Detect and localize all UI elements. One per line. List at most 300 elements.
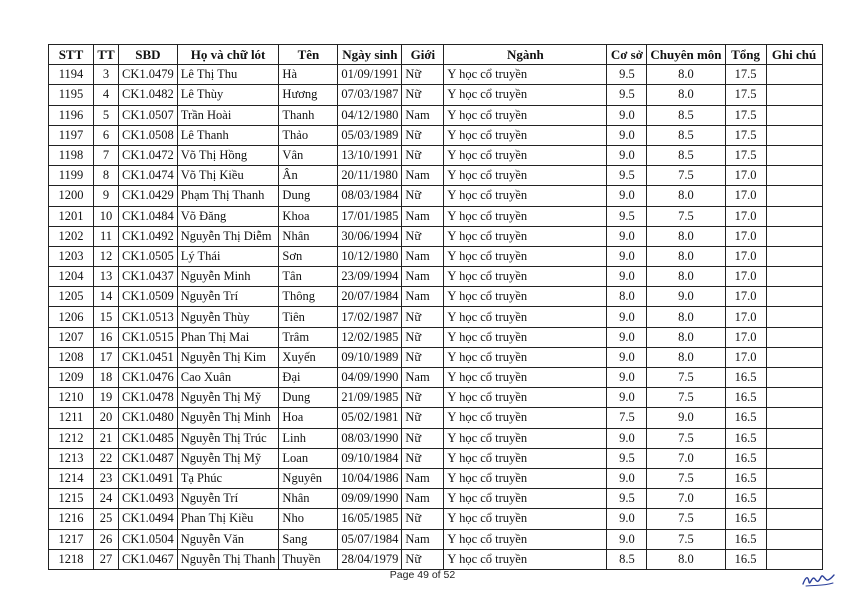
cell-tong: 16.5 bbox=[725, 408, 766, 428]
cell-gioi: Nữ bbox=[402, 65, 444, 85]
cell-co-so: 9.0 bbox=[607, 267, 647, 287]
cell-nganh: Y học cổ truyền bbox=[444, 549, 607, 569]
cell-ngay-sinh: 04/09/1990 bbox=[338, 368, 402, 388]
cell-nganh: Y học cổ truyền bbox=[444, 246, 607, 266]
cell-sbd: CK1.0474 bbox=[119, 166, 178, 186]
header-ho-chu-lot: Họ và chữ lót bbox=[177, 45, 279, 65]
cell-nganh: Y học cổ truyền bbox=[444, 125, 607, 145]
cell-ghi-chu bbox=[766, 145, 822, 165]
cell-ho-chu-lot: Phan Thị Mai bbox=[177, 327, 279, 347]
cell-ten: Ân bbox=[279, 166, 338, 186]
cell-ten: Nho bbox=[279, 509, 338, 529]
cell-ghi-chu bbox=[766, 65, 822, 85]
cell-ho-chu-lot: Lê Thanh bbox=[177, 125, 279, 145]
cell-ho-chu-lot: Phạm Thị Thanh bbox=[177, 186, 279, 206]
cell-stt: 1196 bbox=[49, 105, 94, 125]
cell-chuyen-mon: 7.5 bbox=[647, 368, 725, 388]
cell-sbd: CK1.0504 bbox=[119, 529, 178, 549]
cell-nganh: Y học cổ truyền bbox=[444, 105, 607, 125]
cell-stt: 1208 bbox=[49, 347, 94, 367]
cell-chuyen-mon: 7.5 bbox=[647, 388, 725, 408]
cell-tong: 16.5 bbox=[725, 509, 766, 529]
cell-ngay-sinh: 08/03/1984 bbox=[338, 186, 402, 206]
cell-sbd: CK1.0429 bbox=[119, 186, 178, 206]
cell-ghi-chu bbox=[766, 105, 822, 125]
cell-ghi-chu bbox=[766, 368, 822, 388]
cell-chuyen-mon: 8.0 bbox=[647, 85, 725, 105]
cell-co-so: 9.5 bbox=[607, 166, 647, 186]
cell-stt: 1198 bbox=[49, 145, 94, 165]
cell-tong: 16.5 bbox=[725, 549, 766, 569]
cell-gioi: Nam bbox=[402, 489, 444, 509]
cell-tt: 26 bbox=[94, 529, 119, 549]
cell-co-so: 9.0 bbox=[607, 145, 647, 165]
cell-nganh: Y học cổ truyền bbox=[444, 287, 607, 307]
cell-chuyen-mon: 9.0 bbox=[647, 408, 725, 428]
header-stt: STT bbox=[49, 45, 94, 65]
cell-sbd: CK1.0493 bbox=[119, 489, 178, 509]
cell-chuyen-mon: 9.0 bbox=[647, 287, 725, 307]
cell-tong: 16.5 bbox=[725, 468, 766, 488]
cell-co-so: 8.5 bbox=[607, 549, 647, 569]
cell-chuyen-mon: 8.0 bbox=[647, 347, 725, 367]
cell-sbd: CK1.0509 bbox=[119, 287, 178, 307]
table-row bbox=[49, 509, 823, 529]
cell-gioi: Nữ bbox=[402, 408, 444, 428]
cell-ghi-chu bbox=[766, 125, 822, 145]
cell-ten: Linh bbox=[279, 428, 338, 448]
cell-ho-chu-lot: Nguyễn Thị Trúc bbox=[177, 428, 279, 448]
cell-ngay-sinh: 09/09/1990 bbox=[338, 489, 402, 509]
cell-tt: 17 bbox=[94, 347, 119, 367]
cell-tt: 8 bbox=[94, 166, 119, 186]
cell-ho-chu-lot: Nguyễn Thị Mỹ bbox=[177, 448, 279, 468]
cell-chuyen-mon: 8.5 bbox=[647, 145, 725, 165]
table-row bbox=[49, 549, 823, 569]
cell-co-so: 9.5 bbox=[607, 489, 647, 509]
cell-stt: 1203 bbox=[49, 246, 94, 266]
cell-co-so: 9.0 bbox=[607, 226, 647, 246]
cell-nganh: Y học cổ truyền bbox=[444, 509, 607, 529]
cell-sbd: CK1.0507 bbox=[119, 105, 178, 125]
table-row bbox=[49, 287, 823, 307]
cell-chuyen-mon: 8.0 bbox=[647, 186, 725, 206]
cell-ho-chu-lot: Nguyễn Văn bbox=[177, 529, 279, 549]
table-body bbox=[49, 65, 823, 570]
cell-ten: Vân bbox=[279, 145, 338, 165]
cell-sbd: CK1.0508 bbox=[119, 125, 178, 145]
header-row bbox=[49, 45, 823, 65]
cell-ten: Đại bbox=[279, 368, 338, 388]
cell-ghi-chu bbox=[766, 468, 822, 488]
cell-nganh: Y học cổ truyền bbox=[444, 327, 607, 347]
cell-stt: 1194 bbox=[49, 65, 94, 85]
cell-nganh: Y học cổ truyền bbox=[444, 408, 607, 428]
cell-gioi: Nam bbox=[402, 529, 444, 549]
cell-tt: 27 bbox=[94, 549, 119, 569]
cell-ho-chu-lot: Phan Thị Kiều bbox=[177, 509, 279, 529]
cell-ghi-chu bbox=[766, 166, 822, 186]
cell-tt: 10 bbox=[94, 206, 119, 226]
table-row bbox=[49, 448, 823, 468]
cell-ngay-sinh: 08/03/1990 bbox=[338, 428, 402, 448]
cell-tong: 17.0 bbox=[725, 267, 766, 287]
cell-ngay-sinh: 20/07/1984 bbox=[338, 287, 402, 307]
cell-gioi: Nam bbox=[402, 468, 444, 488]
cell-nganh: Y học cổ truyền bbox=[444, 145, 607, 165]
cell-gioi: Nữ bbox=[402, 509, 444, 529]
cell-nganh: Y học cổ truyền bbox=[444, 468, 607, 488]
cell-nganh: Y học cổ truyền bbox=[444, 489, 607, 509]
cell-tt: 18 bbox=[94, 368, 119, 388]
cell-stt: 1202 bbox=[49, 226, 94, 246]
cell-ho-chu-lot: Nguyễn Minh bbox=[177, 267, 279, 287]
cell-tong: 16.5 bbox=[725, 489, 766, 509]
cell-ho-chu-lot: Nguyễn Trí bbox=[177, 489, 279, 509]
cell-stt: 1212 bbox=[49, 428, 94, 448]
cell-ten: Sang bbox=[279, 529, 338, 549]
cell-chuyen-mon: 8.5 bbox=[647, 125, 725, 145]
cell-tt: 11 bbox=[94, 226, 119, 246]
cell-sbd: CK1.0513 bbox=[119, 307, 178, 327]
cell-tong: 17.0 bbox=[725, 246, 766, 266]
cell-tt: 22 bbox=[94, 448, 119, 468]
cell-stt: 1216 bbox=[49, 509, 94, 529]
cell-tong: 16.5 bbox=[725, 368, 766, 388]
table-row bbox=[49, 85, 823, 105]
header-co-so: Cơ sở bbox=[607, 45, 647, 65]
cell-tong: 16.5 bbox=[725, 428, 766, 448]
cell-co-so: 9.0 bbox=[607, 529, 647, 549]
cell-stt: 1210 bbox=[49, 388, 94, 408]
cell-sbd: CK1.0505 bbox=[119, 246, 178, 266]
cell-stt: 1205 bbox=[49, 287, 94, 307]
cell-ho-chu-lot: Nguyễn Thị Thanh bbox=[177, 549, 279, 569]
cell-ho-chu-lot: Tạ Phúc bbox=[177, 468, 279, 488]
cell-chuyen-mon: 8.0 bbox=[647, 65, 725, 85]
cell-ngay-sinh: 21/09/1985 bbox=[338, 388, 402, 408]
cell-nganh: Y học cổ truyền bbox=[444, 267, 607, 287]
cell-gioi: Nữ bbox=[402, 85, 444, 105]
cell-co-so: 8.0 bbox=[607, 287, 647, 307]
cell-ngay-sinh: 05/07/1984 bbox=[338, 529, 402, 549]
cell-nganh: Y học cổ truyền bbox=[444, 428, 607, 448]
cell-gioi: Nữ bbox=[402, 347, 444, 367]
cell-stt: 1204 bbox=[49, 267, 94, 287]
cell-tt: 7 bbox=[94, 145, 119, 165]
cell-co-so: 9.0 bbox=[607, 125, 647, 145]
page-number: Page 49 of 52 bbox=[389, 569, 456, 581]
cell-co-so: 9.0 bbox=[607, 246, 647, 266]
cell-co-so: 9.0 bbox=[607, 186, 647, 206]
cell-chuyen-mon: 7.5 bbox=[647, 509, 725, 529]
header-gioi: Giới bbox=[402, 45, 444, 65]
cell-gioi: Nam bbox=[402, 368, 444, 388]
cell-stt: 1195 bbox=[49, 85, 94, 105]
table-row bbox=[49, 246, 823, 266]
cell-tt: 5 bbox=[94, 105, 119, 125]
table-row bbox=[49, 105, 823, 125]
cell-ho-chu-lot: Nguyễn Thị Diễm bbox=[177, 226, 279, 246]
cell-gioi: Nữ bbox=[402, 549, 444, 569]
header-ten: Tên bbox=[279, 45, 338, 65]
table-row bbox=[49, 166, 823, 186]
cell-ghi-chu bbox=[766, 186, 822, 206]
cell-ho-chu-lot: Lý Thái bbox=[177, 246, 279, 266]
cell-tong: 17.0 bbox=[725, 226, 766, 246]
cell-tong: 17.5 bbox=[725, 65, 766, 85]
cell-ten: Nguyên bbox=[279, 468, 338, 488]
cell-ten: Trâm bbox=[279, 327, 338, 347]
cell-ngay-sinh: 16/05/1985 bbox=[338, 509, 402, 529]
cell-tt: 3 bbox=[94, 65, 119, 85]
cell-ghi-chu bbox=[766, 226, 822, 246]
cell-chuyen-mon: 8.0 bbox=[647, 226, 725, 246]
cell-gioi: Nữ bbox=[402, 226, 444, 246]
cell-ten: Thảo bbox=[279, 125, 338, 145]
cell-ghi-chu bbox=[766, 206, 822, 226]
cell-nganh: Y học cổ truyền bbox=[444, 388, 607, 408]
cell-stt: 1197 bbox=[49, 125, 94, 145]
table-row bbox=[49, 125, 823, 145]
cell-sbd: CK1.0515 bbox=[119, 327, 178, 347]
cell-ho-chu-lot: Trần Hoài bbox=[177, 105, 279, 125]
cell-tt: 24 bbox=[94, 489, 119, 509]
cell-nganh: Y học cổ truyền bbox=[444, 529, 607, 549]
cell-sbd: CK1.0480 bbox=[119, 408, 178, 428]
cell-tt: 19 bbox=[94, 388, 119, 408]
cell-ho-chu-lot: Võ Thị Hồng bbox=[177, 145, 279, 165]
cell-ngay-sinh: 04/12/1980 bbox=[338, 105, 402, 125]
cell-stt: 1199 bbox=[49, 166, 94, 186]
cell-ten: Hà bbox=[279, 65, 338, 85]
cell-stt: 1207 bbox=[49, 327, 94, 347]
cell-gioi: Nữ bbox=[402, 327, 444, 347]
cell-tong: 16.5 bbox=[725, 448, 766, 468]
cell-gioi: Nam bbox=[402, 105, 444, 125]
cell-ten: Dung bbox=[279, 388, 338, 408]
cell-sbd: CK1.0472 bbox=[119, 145, 178, 165]
cell-ngay-sinh: 12/02/1985 bbox=[338, 327, 402, 347]
table-row bbox=[49, 145, 823, 165]
cell-gioi: Nữ bbox=[402, 186, 444, 206]
table-row bbox=[49, 529, 823, 549]
cell-nganh: Y học cổ truyền bbox=[444, 206, 607, 226]
signature-mark bbox=[800, 567, 836, 589]
cell-ngay-sinh: 28/04/1979 bbox=[338, 549, 402, 569]
cell-tt: 16 bbox=[94, 327, 119, 347]
table-row bbox=[49, 65, 823, 85]
table-row bbox=[49, 267, 823, 287]
cell-sbd: CK1.0482 bbox=[119, 85, 178, 105]
cell-ngay-sinh: 05/02/1981 bbox=[338, 408, 402, 428]
header-chuyen-mon: Chuyên môn bbox=[647, 45, 725, 65]
cell-co-so: 9.5 bbox=[607, 448, 647, 468]
cell-tt: 9 bbox=[94, 186, 119, 206]
cell-stt: 1215 bbox=[49, 489, 94, 509]
table-row bbox=[49, 327, 823, 347]
cell-co-so: 9.5 bbox=[607, 65, 647, 85]
cell-ghi-chu bbox=[766, 327, 822, 347]
cell-ho-chu-lot: Võ Thị Kiều bbox=[177, 166, 279, 186]
cell-ngay-sinh: 05/03/1989 bbox=[338, 125, 402, 145]
table-row bbox=[49, 307, 823, 327]
cell-ngay-sinh: 17/02/1987 bbox=[338, 307, 402, 327]
table-row bbox=[49, 428, 823, 448]
cell-ghi-chu bbox=[766, 307, 822, 327]
cell-gioi: Nữ bbox=[402, 428, 444, 448]
cell-chuyen-mon: 8.0 bbox=[647, 246, 725, 266]
cell-sbd: CK1.0491 bbox=[119, 468, 178, 488]
cell-tong: 17.5 bbox=[725, 105, 766, 125]
cell-ho-chu-lot: Lê Thị Thu bbox=[177, 65, 279, 85]
cell-ten: Dung bbox=[279, 186, 338, 206]
cell-tt: 4 bbox=[94, 85, 119, 105]
cell-tong: 17.5 bbox=[725, 125, 766, 145]
cell-gioi: Nữ bbox=[402, 145, 444, 165]
cell-co-so: 9.0 bbox=[607, 105, 647, 125]
cell-gioi: Nam bbox=[402, 166, 444, 186]
cell-ghi-chu bbox=[766, 489, 822, 509]
cell-tt: 21 bbox=[94, 428, 119, 448]
cell-ten: Hương bbox=[279, 85, 338, 105]
cell-ho-chu-lot: Nguyễn Thị Minh bbox=[177, 408, 279, 428]
cell-chuyen-mon: 7.0 bbox=[647, 448, 725, 468]
cell-ghi-chu bbox=[766, 246, 822, 266]
cell-ngay-sinh: 20/11/1980 bbox=[338, 166, 402, 186]
cell-ngay-sinh: 10/04/1986 bbox=[338, 468, 402, 488]
cell-ho-chu-lot: Nguyễn Thị Mỹ bbox=[177, 388, 279, 408]
cell-chuyen-mon: 7.5 bbox=[647, 529, 725, 549]
cell-ngay-sinh: 07/03/1987 bbox=[338, 85, 402, 105]
cell-sbd: CK1.0494 bbox=[119, 509, 178, 529]
cell-ghi-chu bbox=[766, 428, 822, 448]
cell-gioi: Nữ bbox=[402, 307, 444, 327]
cell-chuyen-mon: 7.5 bbox=[647, 428, 725, 448]
cell-ngay-sinh: 17/01/1985 bbox=[338, 206, 402, 226]
cell-sbd: CK1.0484 bbox=[119, 206, 178, 226]
cell-ten: Sơn bbox=[279, 246, 338, 266]
cell-chuyen-mon: 8.0 bbox=[647, 307, 725, 327]
cell-chuyen-mon: 7.5 bbox=[647, 166, 725, 186]
cell-nganh: Y học cổ truyền bbox=[444, 307, 607, 327]
cell-co-so: 9.5 bbox=[607, 206, 647, 226]
cell-gioi: Nữ bbox=[402, 388, 444, 408]
cell-stt: 1209 bbox=[49, 368, 94, 388]
cell-ten: Khoa bbox=[279, 206, 338, 226]
cell-gioi: Nữ bbox=[402, 448, 444, 468]
cell-sbd: CK1.0487 bbox=[119, 448, 178, 468]
cell-sbd: CK1.0437 bbox=[119, 267, 178, 287]
cell-co-so: 9.5 bbox=[607, 85, 647, 105]
cell-chuyen-mon: 7.5 bbox=[647, 206, 725, 226]
cell-tong: 17.5 bbox=[725, 145, 766, 165]
cell-tong: 17.0 bbox=[725, 327, 766, 347]
cell-stt: 1211 bbox=[49, 408, 94, 428]
cell-co-so: 9.0 bbox=[607, 368, 647, 388]
cell-ghi-chu bbox=[766, 408, 822, 428]
cell-co-so: 7.5 bbox=[607, 408, 647, 428]
cell-sbd: CK1.0479 bbox=[119, 65, 178, 85]
cell-tt: 20 bbox=[94, 408, 119, 428]
header-tong: Tổng bbox=[725, 45, 766, 65]
header-ghi-chu: Ghi chú bbox=[766, 45, 822, 65]
cell-chuyen-mon: 8.5 bbox=[647, 105, 725, 125]
cell-ten: Xuyến bbox=[279, 347, 338, 367]
cell-stt: 1218 bbox=[49, 549, 94, 569]
cell-chuyen-mon: 7.5 bbox=[647, 468, 725, 488]
cell-sbd: CK1.0492 bbox=[119, 226, 178, 246]
cell-ngay-sinh: 10/12/1980 bbox=[338, 246, 402, 266]
cell-ho-chu-lot: Võ Đăng bbox=[177, 206, 279, 226]
cell-nganh: Y học cổ truyền bbox=[444, 85, 607, 105]
table-row bbox=[49, 186, 823, 206]
cell-ten: Nhân bbox=[279, 489, 338, 509]
cell-tt: 13 bbox=[94, 267, 119, 287]
cell-tong: 17.0 bbox=[725, 186, 766, 206]
cell-nganh: Y học cổ truyền bbox=[444, 65, 607, 85]
cell-chuyen-mon: 8.0 bbox=[647, 327, 725, 347]
table-row bbox=[49, 408, 823, 428]
cell-nganh: Y học cổ truyền bbox=[444, 368, 607, 388]
table-row bbox=[49, 206, 823, 226]
cell-tong: 16.5 bbox=[725, 529, 766, 549]
cell-stt: 1206 bbox=[49, 307, 94, 327]
table-row bbox=[49, 368, 823, 388]
cell-tong: 17.0 bbox=[725, 347, 766, 367]
cell-sbd: CK1.0485 bbox=[119, 428, 178, 448]
cell-ten: Thanh bbox=[279, 105, 338, 125]
cell-stt: 1201 bbox=[49, 206, 94, 226]
cell-co-so: 9.0 bbox=[607, 509, 647, 529]
cell-gioi: Nam bbox=[402, 267, 444, 287]
cell-ghi-chu bbox=[766, 509, 822, 529]
cell-tt: 14 bbox=[94, 287, 119, 307]
cell-chuyen-mon: 7.0 bbox=[647, 489, 725, 509]
cell-stt: 1217 bbox=[49, 529, 94, 549]
cell-ho-chu-lot: Nguyễn Trí bbox=[177, 287, 279, 307]
cell-tong: 17.0 bbox=[725, 166, 766, 186]
header-sbd: SBD bbox=[119, 45, 178, 65]
cell-ngay-sinh: 01/09/1991 bbox=[338, 65, 402, 85]
cell-nganh: Y học cổ truyền bbox=[444, 448, 607, 468]
cell-ho-chu-lot: Nguyễn Thị Kim bbox=[177, 347, 279, 367]
cell-ho-chu-lot: Lê Thùy bbox=[177, 85, 279, 105]
cell-gioi: Nữ bbox=[402, 125, 444, 145]
cell-tt: 15 bbox=[94, 307, 119, 327]
cell-ho-chu-lot: Nguyễn Thùy bbox=[177, 307, 279, 327]
cell-ghi-chu bbox=[766, 287, 822, 307]
cell-tong: 17.0 bbox=[725, 287, 766, 307]
cell-sbd: CK1.0478 bbox=[119, 388, 178, 408]
cell-nganh: Y học cổ truyền bbox=[444, 347, 607, 367]
cell-stt: 1213 bbox=[49, 448, 94, 468]
cell-tong: 17.5 bbox=[725, 85, 766, 105]
cell-tt: 25 bbox=[94, 509, 119, 529]
table-row bbox=[49, 388, 823, 408]
cell-ghi-chu bbox=[766, 388, 822, 408]
cell-nganh: Y học cổ truyền bbox=[444, 186, 607, 206]
cell-sbd: CK1.0476 bbox=[119, 368, 178, 388]
cell-ghi-chu bbox=[766, 85, 822, 105]
cell-chuyen-mon: 8.0 bbox=[647, 549, 725, 569]
cell-chuyen-mon: 8.0 bbox=[647, 267, 725, 287]
cell-ghi-chu bbox=[766, 347, 822, 367]
cell-ten: Thông bbox=[279, 287, 338, 307]
cell-stt: 1214 bbox=[49, 468, 94, 488]
header-tt: TT bbox=[94, 45, 119, 65]
cell-co-so: 9.0 bbox=[607, 347, 647, 367]
